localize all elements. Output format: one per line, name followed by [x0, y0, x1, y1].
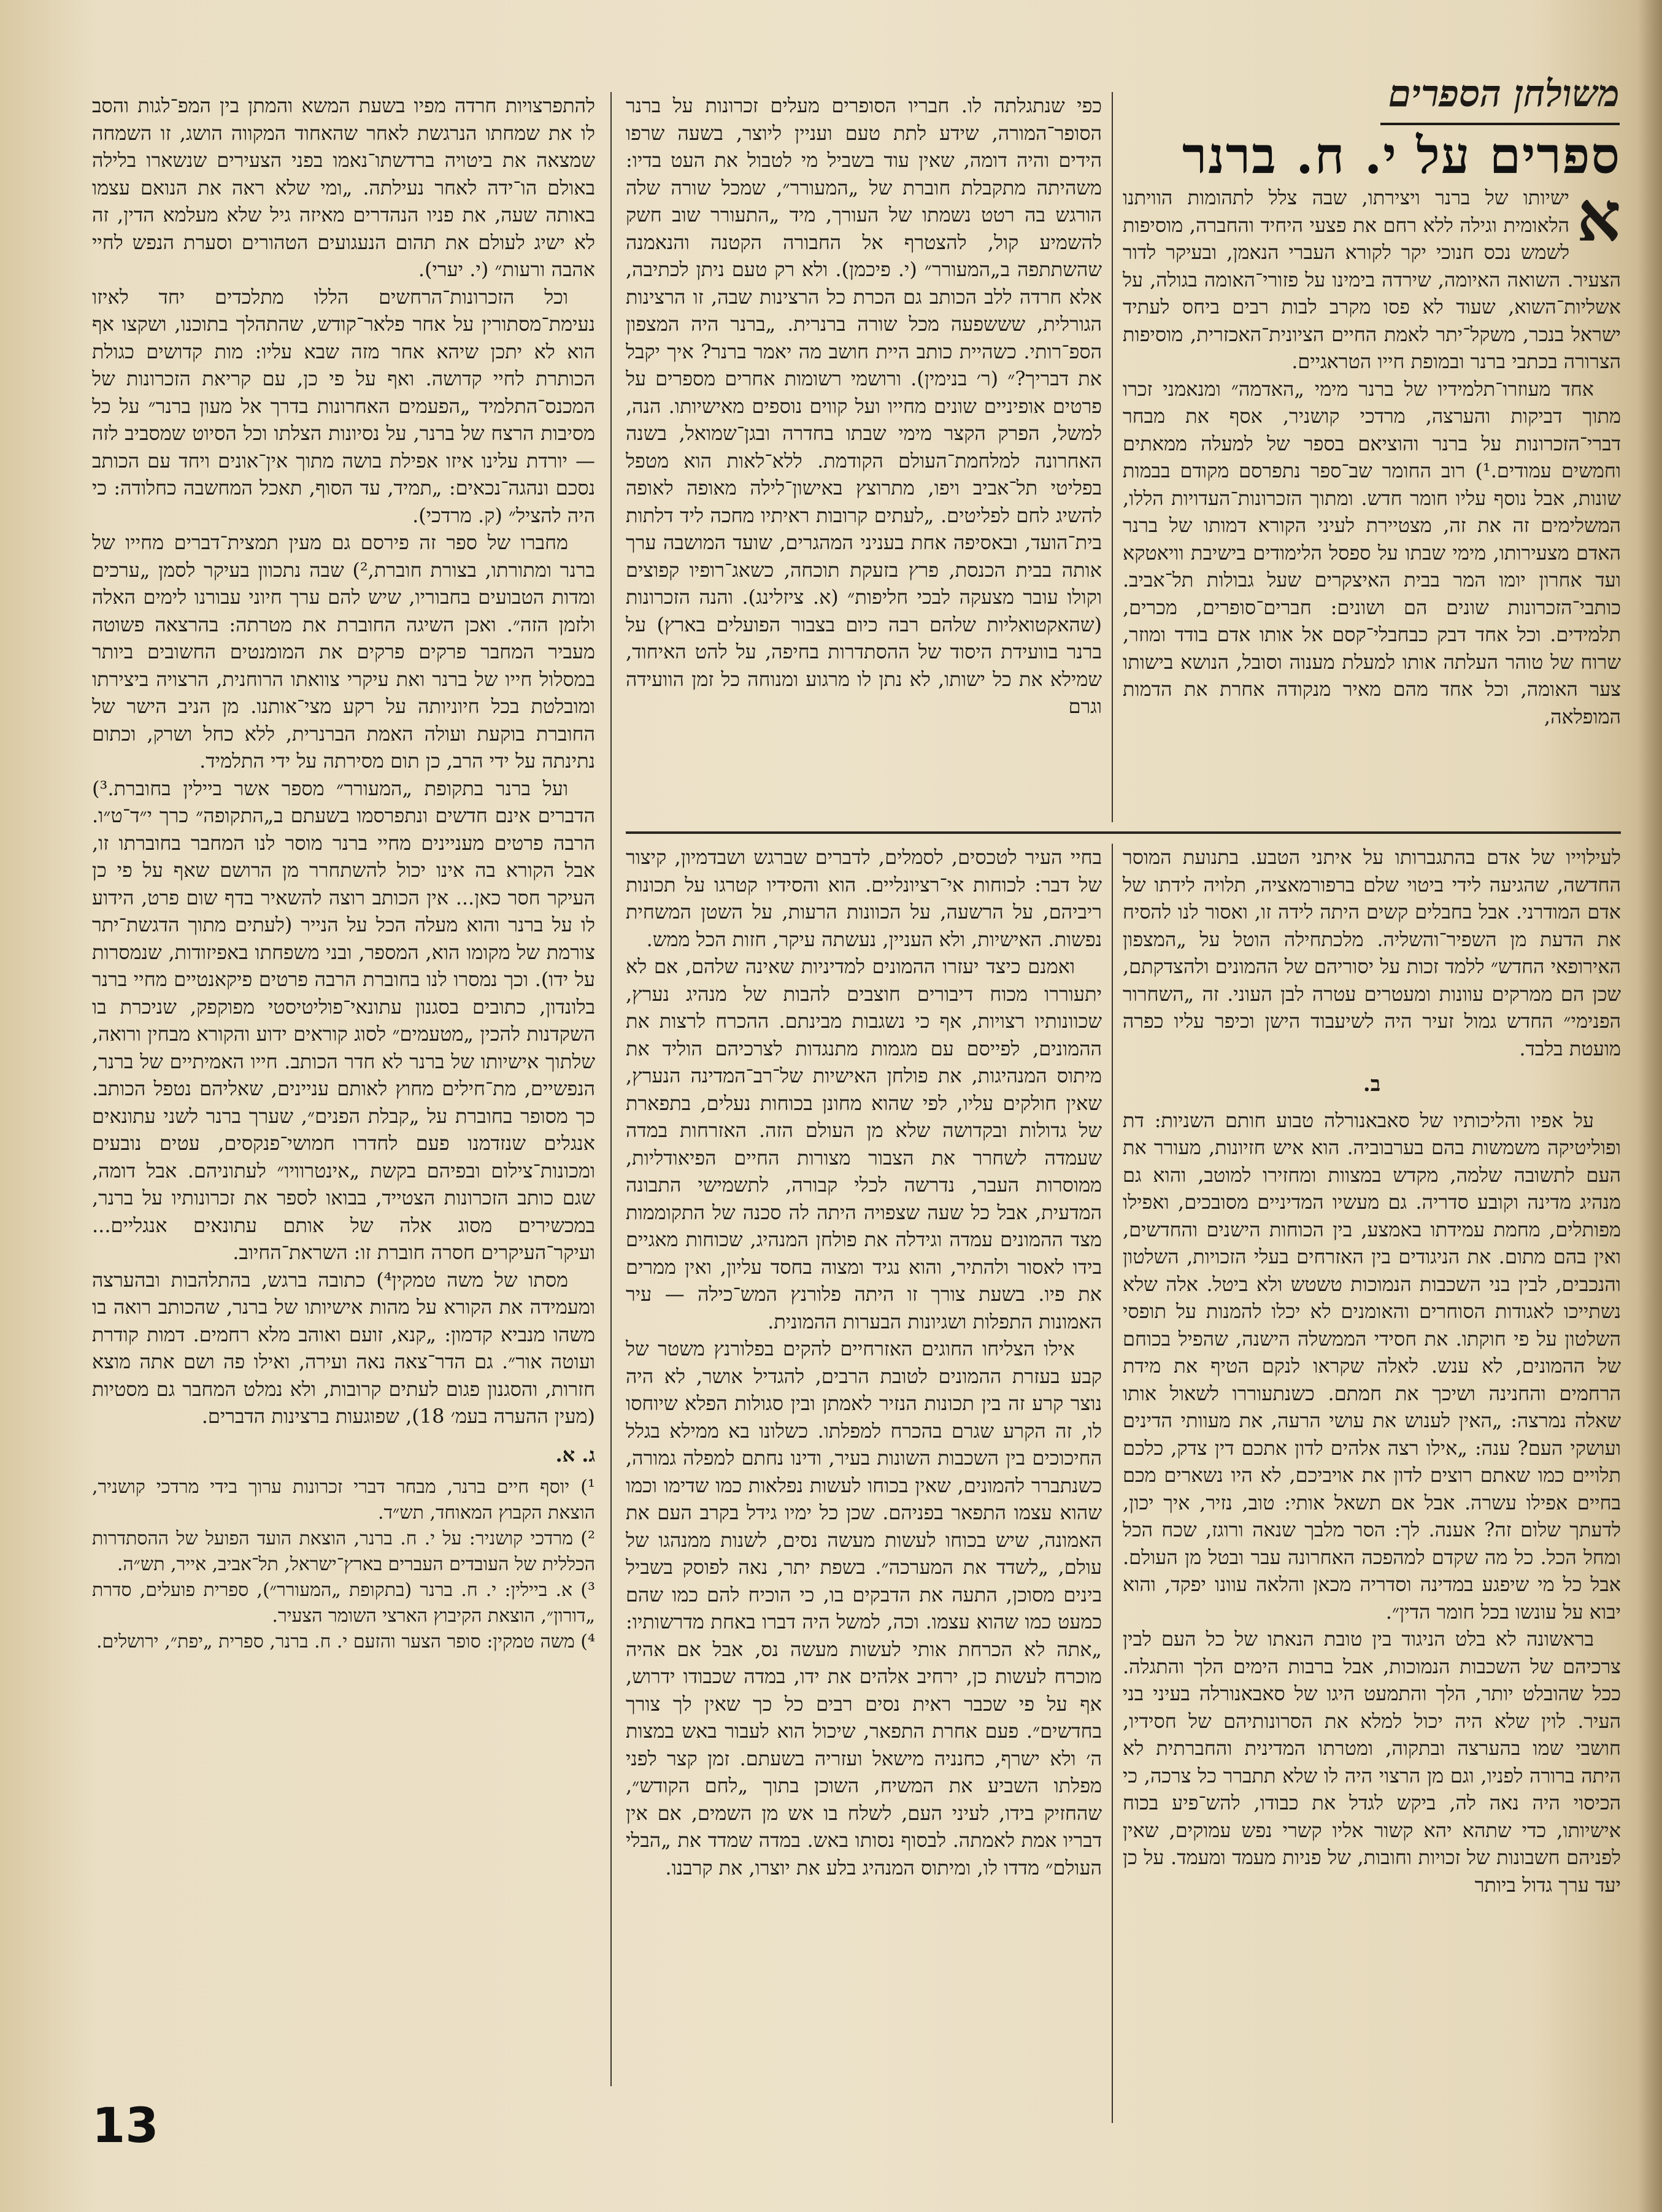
- footnote: ³) א. ביילין: י. ח. ברנר (בתקופת „המעורר״), ספרית פועלים, סדרת „דורון״, הוצאת הקיבוץ הארצי השומר הצעיר.: [92, 1579, 595, 1627]
- column-paragraph: ואמנם כיצד יעזרו ההמונים למדיניות שאינה שלהם, אם לא יתעוררו מכוח דיבורים חוצבים להבות של מנהיג נערץ, שכוונותיו רצויות, אף כי נשגבות מבינתם. ההכרח לרצות את ההמונים, לפייסם עם מגמות מתנגדות לצרכיהם הוליד את מיתוס המנהיגות, את פולחן האישיות של־רב־המדינה הנערץ, שאין חולקים עליו, לפי שהוא מחונן בכוחות נעלים, בתפארת של גדולות ובקדושה שלא מן העולם הזה. האזרחות במדה שעמדה לשחרר את הצבור מצורות החיים הפיאודליות, ממוסרות העבר, נדרשה לכלי קבורה, לתשמישי התבונה המדעית, אבל כל שעה שצפויה היתה לה סכנה של התקוממות מצד ההמונים עמדה וגידלה את פולחן המנהיג, שכוחות מאגיים בידו לאסור ולהתיר, והוא נגיד ומצוה בחסד עליון, ואין ממרים את פיו. בשעת צורך זו היתה פלורנץ המש־כילה — עיר האמונות התפלות ושגיונות הבערות ההמונית.: [626, 955, 1102, 1333]
- drop-cap: א: [1577, 184, 1621, 257]
- column-paragraph: בחיי העיר לטכסים, לסמלים, לדברים שברגש ושבדמיון, קיצור של דבר: לכוחות אי־רציונליים. הוא והסידיו קטרגו על תכונות ריביהם, על הרשעה, על הכוונות הרעות, על השטן המשחית נפשות. האישיות, ולא העניין, נעשתה עיקר, חזות הכל ממש.: [626, 846, 1102, 951]
- column-paragraph: אילו הצליחו החוגים האזרחיים להקים בפלורנץ משטר של קבע בעזרת ההמונים לטובת הרבים, להגדיל אושר, לא היה נוצר קרע זה בין תכונות הנזיר לאמתן ובין סגולות הפלא שיוחסו לו, זה הקרע שגרם בהכרח למפלתו. כשלונו בא ממילא בגלל החיכוכים בין השכבות השונות בעיר, ודינו נחתם למפלה גמורה, כשנתברר להמונים, שאין בכוחו לעשות נפלאות כמו שדימו וכמו שהוא עצמו התפאר בפניהם. שכן כל ימיו גידל בקרב העם את האמונה, שיש בכוחו לעשות מעשה נסים, לשנות ממנהגו של עולם, „לשדד את המערכה״. בשפת יתר, נאה לפוסק בשביל בינים מסוכן, התעה את הדבקים בו, כי הוכיח להם כמו שהם כמעט כמו שהוא עצמו. וכה, למשל היה דברו באחת מדרשותיו: „אתה לא הכרחת אותי לעשות מעשה נס, אבל אם אהיה מוכרח לעשות כן, ירחיב אלהים את ידו, במדה שכבודו ידרוש, אף על פי שכבר ראית נסים רבים כל כך שאין לך צורך בחדשים״. פעם אחרת התפאר, שיכול הוא לעבור באש במצות ה׳ ולא ישרף, כחנניה מישאל ועזריה בשעתם. זמן קצר לפני מפלתו השביע את המשיח, השוכן בתוך „לחם הקודש״, שהחזיק בידו, לעיני העם, לשלח בו אש מן השמים, אם אין דבריו אמת לאמתה. לבסוף נסותו באש. במדה שמדד את „הבלי העולם״ מדדו לו, ומיתוס המנהיג בלע את יוצרו, את קרבנו.: [626, 1337, 1102, 1879]
- column-paragraph: על אפיו והליכותיו של סאבאנורלה טבוע חותם השניות: דת ופוליטיקה משמשות בהם בערבוביה. הוא איש חזיונות, מעורר את העם לתשובה שלמה, מקדש במצוות ומחזירו למוטב, והוא גם מנהיג מדינה וקובע סדריה. גם מעשיו המדיניים מסובכים, ואפילו מפותלים, מחמת עמידתו באמצע, בין הכוחות הישנים והחדשים, ואין בהם מתום. את הניגודים בין האזרחים בעלי הזכויות, השלטון והנכבים, לבין בני השכבות הנמוכות טשטש ולא ביטל. אלה שלא נשתייכו לאגודות הסוחרים והאומנים לא יכלו להמנות על תופסי השלטון על פי חוקתו. את חסידי הממשלה הישנה, שהפיל בכוחם של ההמונים, לא ענש. לאלה שקראו לנקם הטיף את מידת הרחמים והחנינה ושיכך את חמתם. כשנתעוררו לשאול אותו שאלה נמרצה: „האין לענוש את עושי הרעה, את מעוותי הדינים ועושקי העם? ענה: „אילו רצה אלהים לדון אתכם דין צדק, כלכם תלויים כמו שאתם רוצים לדון את אויביכם, לא היו נשארים מכם בחיים אפילו עשרה. אבל אם תשאל אותי: טוב, נזיר, איך יכון, לדעתך שלום זה? אענה. לך: הסר מלבך שנאה ורוגז, שכח הכל ומחל הכל. כל מה שקדם למהפכה האחרונה עבר ובטל מן העולם. אבל כל מי שיפגע במדינה וסדריה מכאן והלאה עוונו יפקד, והוא יבוא על עונשו בכל חומר הדין״.: [1123, 1108, 1621, 1624]
- column-paragraph: להתפרצויות חרדה מפיו בשעת המשא והמתן בין המפ־לגות והסב לו את שמחתו הנרגשת לאחר שהאחוד המקווה הושג, זו השמחה שמצאה את ביטויה ברדשתו־נאמו בפני הצעירים שנשארו בלילה באולם הו־ידה לאחר נעילתה. „ומי שלא ראה את הנואם עצמו באותה שעה, את פניו הנהדרים מאיזה גיל שלא מעלמא הדין, זה לא ישיג לעולם את תהום הנעגועים הטהורים וסערת הנפש לחיי אהבה ורעות״ (י. יערי).: [92, 94, 595, 281]
- column-paragraph: בראשונה לא בלט הניגוד בין טובת הנאתו של כל העם לבין צרכיהם של השכבות הנמוכות, אבל ברבות הימים הלך והתגלה. ככל שהובלט יותר, הלך והתמעט היגו של סאבאנורלה בעיני בני העיר. לוין שלא היה יכול למלא את הסרונותיהם של חסידיו, חושבי שמו בהערצה ובתקוה, ומטרתו המדינית והחברתית לא היתה ברורה לפניו, וגם מן הרצוי היה לו שלא תתברר כל צרכה, כי הכיסוי היה נאה לה, ביקש לגדל את כבודו, להש־פיע בכוח אישיותו, כדי שתהא יהא קשור אליו קשרי נפש עמוקים, שאין לפניהם חשבונות של זכויות וחובות, של פניות מעמד ומעמד. על כן יעד ערך גדול ביותר: [1123, 1627, 1621, 1897]
- page-number: 13: [92, 2098, 159, 2154]
- page-edge-shadow: [1637, 0, 1662, 2212]
- column-paragraph: וכל הזכרונות־הרחשים הללו מתלכדים יחד לאיזו נעימת־מסתורין על אחר פלאר־קודש, שהתהלך בתוכנו, ושקצו אף הוא לא יתכן שיהא אחר מזה שבא עליו: מות קדושים כגולת הכותרת לחיי קדושה. ואף על פי כן, עם קריאת הזכרונות של המכנס־התלמיד „הפעמים האחרונות בדרך אל מעון ברנר״ על כל מסיבות הרצח של ברנר, על נסיונות הצלתו וכל הסיוט שמסביב לזה — יורדת עלינו איזו אפילת בושה מתוך אין־אונים ויחד עם הכותב נסכם ונהגה־נכאים: „תמיד, עד הסוף, תאכל המחשבה כחלודה: כי היה להציל״ (ק. מרדכי).: [92, 285, 595, 527]
- section-mark: ב.: [1363, 1072, 1381, 1096]
- footnote: ²) מרדכי קושניר: על י. ח. ברנר, הוצאת הועד הפועל של ההסתדרות הכללית של העובדים העברים בארץ־ישראל, תל־אביב, אייר, תש״ה.: [92, 1528, 595, 1575]
- column-paragraph: ועל ברנר בתקופת „המעורר״ מספר אשר ביילין בחוברת.³) הדברים אינם חדשים ונתפרסמו בשעתם ב„התקופה״ כרך י״ד־ט״ו. הרבה פרטים מעניינים מחיי ברנר מוסר לנו המחבר בחוברתו זו, אבל הקורא בה אינו יכול להשתחרר מן הרושם שאף על פי כן העיקר חסר כאן... אין הכותב רוצה להשאיר בדף שום פרט, הידוע לו על ברנר והוא מעלה הכל על הנייר (לעתים מתוך הדגשת־יתר צורמת של מקומו הוא, המספר, ובני משפחתו באפיזודות, שנמסרות על ידו). וכך נמסרו לנו בחוברת הרבה פרטים פיקאנטיים מחיי ברנר בלונדון, כתובים בסגנון עתונאי־פוליטיסטי מפוקפק, שניכרת בו השקדנות להכין „מטעמים״ לסוג קוראים ידוע והקורא מבחין ורואה, שלתוך אישיותו של ברנר לא חדר הכותב. חייו האמיתיים של ברנר, הנפשיים, מת־חילים מחוץ לאותם עניינים, שאליהם נטפל הכותב. כך מסופר בחוברת על „קבלת הפנים״, שערך ברנר לשני עתונאים אנגלים שנזדמנו פעם לחדרו חמושי־פנקסים, עטים נובעים ומכונות־צילום ובפיהם בקשת „אינטרוויו״ לעתוניהם. אבל דומה, שגם כותב הזכרונות הצטייד, בבואו לספר את זכרונותיו על ברנר, במכשירים מסוג אלה של אותם עתונאים אנגליים... ועיקר־העיקרים חסרה חוברת זו: השראת־החיוב.: [92, 776, 595, 1264]
- author-signature: ג. א.: [555, 1443, 595, 1466]
- column-bottom-middle: [626, 844, 1102, 2123]
- column-top-right: [1123, 184, 1621, 822]
- section-header-rule: [1380, 123, 1620, 125]
- column-left: [92, 92, 595, 2086]
- column-rule: [1112, 92, 1113, 822]
- column-top-middle: [626, 92, 1102, 822]
- footnote: ¹) יוסף חיים ברנר, מבחר דברי זכרונות ערוך בידי מרדכי קושניר, הוצאת הקבוץ המאוחד, תש״ד.: [92, 1476, 595, 1524]
- column-paragraph: כפי שנתגלתה לו. חבריו הסופרים מעלים זכרונות על ברנר הסופר־המורה, שידע לתת טעם ועניין ליוצר, בשעה שרפו הידים והיה דומה, שאין עוד בשביל מי לטבול את העט בדיו: משהיתה מתקבלת חוברת של „המעורר״, שמכל שורה שלה הורגש בה רטט נשמתו של העורך, מיד „התעורר שוב חשק להשמיע קול, להצטרף אל החבורה הקטנה והנאמנה שהשתתפה ב„המעורר״ (י. פיכמן). ולא רק טעם ניתן לכתיבה, אלא חרדה ללב הכותב גם הכרת כל הרצינות שבה, זו הרצינות הגורלית, שששפעה מכל שורה ברנרית. „ברנר היה המצפון הספ־רותי. כשהיית כותב היית חושב מה יאמר ברנר? איך יקבל את דבריך?״ (ר׳ בנימין). ורושמי רשומות אחרים מספרים על פרטים אופיניים שונים מחייו ועל קווים נוספים מאישיותו. הנה, למשל, הפרק הקצר מימי שבתו בחדרה ובגן־שמואל, בשנה האחרונה למלחמת־העולם הקודמת. ללא־לאות הוא מטפל בפליטי תל־אביב ויפו, מתרוצץ באישון־לילה מאופה לאופה להשיג לחם לפליטים. „לעתים קרובות ראיתיו מחכה ליד דלתות בית־הועד, ובאסיפה אחת בעניני המהגרים, שועד המושבה ערך אותה בבית הכנסת, פרץ בזעקת תוכחה, כשאג־רופיו קפוצים וקולו עובר מצעקה לבכי חליפות״ (א. ציזלינג). והנה הזכרונות (שהאקטואליות שלהם רבה כיום בצבור הפועלים בארץ) על ברנר בוועידת היסוד של ההסתדרות בחיפה, על להט האיחוד, שמילא את כל ישותו, לא נתן לו מרגוע ומנוחה כל זמן הוועידה וגרם: [626, 94, 1102, 718]
- column-paragraph: אחד מעוזרו־תלמידיו של ברנר מימי „האדמה״ ומנאמני זכרו מתוך דביקות והערצה, מרדכי קושניר, אסף את מבחר דברי־הזכרונות על ברנר והוציאם בספר של למעלה ממאתים וחמשים עמודים.¹) רוב החומר שב־ספר נתפרסם מקודם בבמות שונות, אבל נוסף עליו חומר חדש. ומתוך הזכרונות־העדויות הללו, המשלימים זה את זה, מצטיירת לעיני הקורא דמותו של ברנר האדם מצעירותו, מימי שבתו על ספסל הלימודים בישיבת וויאטקא ועד אחרון יומו המר בבית האיצקרים שעל גבולות תל־אביב. כותבי־הזכרונות שונים הם ושונים: חברים־סופרים, מכרים, תלמידים. וכל אחד דבק כבחבלי־קסם אל אותו אדם בודד ומוזר, שרוח של טוהר העלתה אותו למעלת מענוה וסובל, הנושא בישותו צער האומה, וכל אחד מהם מאיר מנקודה אחרת את הדמות המופלאה,: [1123, 377, 1621, 728]
- column-bottom-right: [1123, 844, 1621, 2123]
- article-title: ספרים על י. ח. ברנר: [1182, 126, 1621, 185]
- paragraph-text: ישיותו של ברנר ויצירתו, שבה צלל לתהומות הוויתנו הלאומית וגילה ללא רחם את פצעי היחיד והחברה, מוסיפות לשמש נכס חנוכי יקר לקורא העברי הנאמן, ובעיקר לדור הצעיר. השואה האיומה, שירדה בימינו על פזורי־האומה בגולה, על אשליות־השוא, שעוד לא פסו מקרב לבות רבים ביחס לעתיד ישראל בנכר, משקל־יתר לאמת החיים הציונית־האכזרית, מוסיפות הצרורה בכתבי ברנר ובמופת חייו הטראגיים.: [1123, 186, 1621, 373]
- column-rule: [1112, 844, 1113, 2123]
- column-paragraph: מחברו של ספר זה פירסם גם מעין תמצית־דברים מחייו של ברנר ומתורתו, בצורת חוברת,²) שבה נתכוון בעיקר לסמן „ערכים ומדות הטבועים בחבוריו, שיש להם ערך חיוני עבורנו לימים האלה ולזמן הזה״. ואכן השיגה החוברת את מטרתה: בהרצאה פשוטה מעביר המחבר פרקים פרקים את המומנטים החשובים ביותר במסלול חייו של ברנר ואת עיקרי צוואתו הרוחנית, הרצויה ביצירתו ומובלטת בכל חיוניותה על רקע מצי־אותנו. מן הניב הישר של החוברת בוקעת ועולה האמת הברנרית, ללא כחל ושרק, וכתום נתינתה על ידי הרב, כן תום מסירתה על ידי התלמיד.: [92, 531, 595, 773]
- column-paragraph: מסתו של משה טמקין⁴) כתובה ברגש, בהתלהבות ובהערצה ומעמידה את הקורא על מהות אישיותו של ברנר, שהכותב רואה בו משהו מנביא קדמון: „קנא, זועם ואוהב מלא רחמים. דמות קודרת ועוטה אור״. גם הדר־צאה נאה ועירה, ואילו פה ושם אתה מוצא חזרות, והסגנון פגום לעתים קרובות, ולא נמלט המחבר גם מסטיות (מעין ההערה בעמ׳ 18), שפוגעות ברצינות הדברים.: [92, 1268, 595, 1428]
- section-divider-rule: [626, 831, 1621, 834]
- column-paragraph: לעילוייו של אדם בהתגברותו על איתני הטבע. בתנועת המוסר החדשה, שהגיעה לידי ביטוי שלם ברפורמאציה, תלויה לידתו של אדם המודרני. אבל בחבלים קשים היתה לידה זו, ואסור לנו להסיח את הדעת מן השפיר־והשליה. מלכתחילה הוטל על „המצפון האירופאי החדש״ ללמד זכות על יסוריהם של ההמונים ולהצדקתם, שכן הם ממרקים עוונות ומעטרים עטרה לבן העוני. זה „השחרור הפנימי״ החדש גמול זעיר היה לשיעבוד הישן וכיפר עליו כפרה מועטת בלבד.: [1123, 846, 1621, 1060]
- footnote: ⁴) משה טמקין: סופר הצער והזעם י. ח. ברנר, ספרית „יפת״, ירושלים.: [96, 1631, 595, 1652]
- column-paragraph: [1123, 184, 1621, 376]
- section-header-label: משולחן הספרים: [1388, 72, 1620, 115]
- column-rule: [610, 92, 612, 2086]
